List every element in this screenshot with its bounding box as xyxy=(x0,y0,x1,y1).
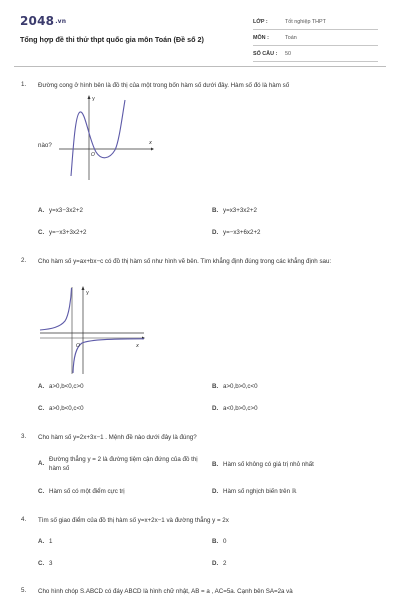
meta-label: MÔN : xyxy=(253,35,269,41)
question-text: Đường cong ở hình bên là đồ thị của một trong bốn hàm số dưới đây. Hàm số đó là hàm số xyxy=(38,82,290,89)
meta-row-subject xyxy=(253,30,378,46)
brand-logo[interactable]: 2048.vn xyxy=(20,14,67,28)
graph-origin-label: O xyxy=(76,343,80,349)
meta-value: 50 xyxy=(285,51,291,57)
graph-y-label: y xyxy=(86,290,89,296)
question-number: 5. xyxy=(21,587,27,594)
option-d[interactable]: D. y=−x3+6x2+2 xyxy=(212,229,261,236)
option-d[interactable]: D. a<0,b>0,c>0 xyxy=(212,405,258,412)
question-text: Cho hàm số y=2x+3x−1 . Mệnh đề nào dưới đây là đúng? xyxy=(38,434,197,441)
graph-x-label: x xyxy=(149,140,152,146)
meta-value: Toán xyxy=(285,35,297,41)
hyperbola-graph xyxy=(38,285,148,375)
graph-origin-label: O xyxy=(91,152,95,158)
question-text-continued: nào? xyxy=(38,142,52,149)
graph-x-label: x xyxy=(136,343,139,349)
meta-row-class xyxy=(253,14,378,30)
option-b[interactable]: B. Hàm số không có giá trị nhỏ nhất xyxy=(212,461,314,468)
meta-label: LỚP : xyxy=(253,19,268,25)
question-number: 4. xyxy=(21,516,27,523)
option-c[interactable]: C. Hàm số có một điểm cực trị xyxy=(38,488,125,495)
header-divider xyxy=(14,66,386,67)
option-c[interactable]: C. 3 xyxy=(38,560,53,567)
option-b[interactable]: B. y=x3+3x2+2 xyxy=(212,207,257,214)
cubic-graph xyxy=(55,92,155,182)
option-d[interactable]: D. Hàm số nghịch biến trên ℝ xyxy=(212,488,297,495)
question-text: Cho hàm số y=ax+bx−c có đồ thị hàm số như hình vẽ bên. Tìm khẳng định đúng trong các khẳng định sau: xyxy=(38,258,332,265)
option-c[interactable]: C. y=−x3+3x2+2 xyxy=(38,229,87,236)
option-a[interactable]: A. y=x3−3x2+2 xyxy=(38,207,83,214)
option-a[interactable]: A. 1 xyxy=(38,538,53,545)
question-number: 2. xyxy=(21,257,27,264)
question-text: Cho hình chóp S.ABCD có đáy ABCD là hình chữ nhật, AB = a , AC=5a. Cạnh bên SA=2a và xyxy=(38,588,293,595)
option-a[interactable]: A.Đường thẳng y = 2 là đường tiệm cận đứng của đồ thị hàm số xyxy=(38,456,198,472)
exam-title: Tổng hợp đề thi thử thpt quốc gia môn Toán (Đề số 2) xyxy=(20,35,204,44)
option-b[interactable]: B. 0 xyxy=(212,538,227,545)
graph-y-label: y xyxy=(92,96,95,102)
question-number: 1. xyxy=(21,81,27,88)
question-text: Tìm số giao điểm của đồ thị hàm số y=x+2x−1 và đường thẳng y = 2x xyxy=(38,517,229,524)
meta-value: Tốt nghiệp THPT xyxy=(285,19,326,25)
option-d[interactable]: D. 2 xyxy=(212,560,227,567)
question-number: 3. xyxy=(21,433,27,440)
option-b[interactable]: B. a>0,b>0,c<0 xyxy=(212,383,258,390)
option-a[interactable]: A. a>0,b<0,c>0 xyxy=(38,383,84,390)
meta-label: SỐ CÂU : xyxy=(253,51,278,57)
option-c[interactable]: C. a>0,b<0,c<0 xyxy=(38,405,84,412)
meta-row-count xyxy=(253,46,378,62)
